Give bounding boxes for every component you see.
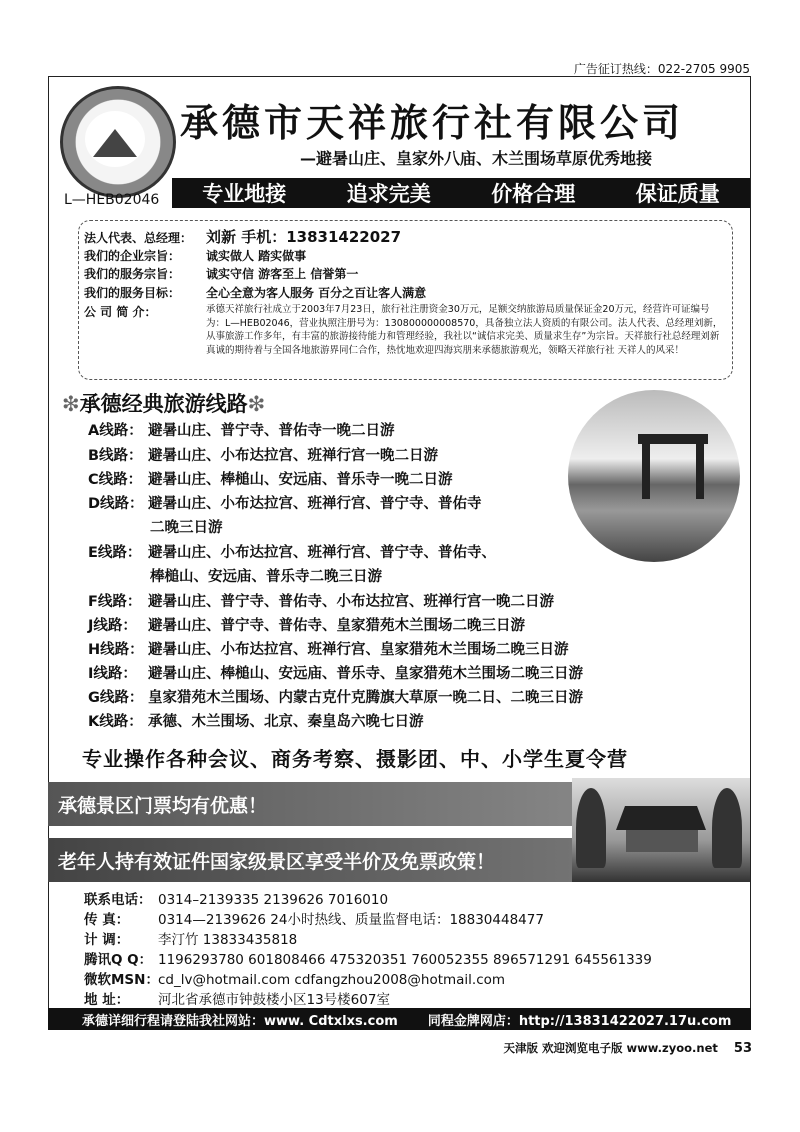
site-link[interactable]: www.zyoo.net (626, 1041, 718, 1055)
route-line: J线路： 避暑山庄、普宁寺、普佑寺、皇家猎苑木兰围场二晚三日游 (88, 618, 525, 634)
pavilion-photo (572, 778, 750, 882)
slogan-1: 专业地接 (202, 182, 287, 206)
info-row: 我们的服务目标： 全心全意为客人服务 百分之百让客人满意 (84, 286, 427, 300)
contact-row: 微软MSN：cd_lv@hotmail.com cdfangzhou2008@hotmail.com (84, 972, 506, 988)
company-name: 承德市天祥旅行社有限公司 (180, 100, 685, 145)
contact-row: 地 址： 河北省承德市钟鼓楼小区13号楼607室 (84, 992, 390, 1008)
route-line: K线路： 承德、木兰围场、北京、秦皇岛六晚七日游 (88, 714, 424, 730)
contact-row: 腾讯Q Q： 1196293780 601808466 475320351 760052355 896571291 645561339 (84, 952, 652, 968)
company-intro: 承德天祥旅行社成立于2003年7月23日，旅行社注册资金30万元，足额交纳旅游局质量保证金20万元，经营许可证编号为：L—HEB02046，营业执照注册号为：130800000008570，具备独立法人资质的有限公司。法人代表、总经理刘新，从事旅游工作多年，有丰富的旅游接待能力和管理经验，我社以“诚信求完美、质量求生存”为宗旨。天祥旅行社总经理刘新真诚的期待着与全国各地旅游界同仁合作，热忱地欢迎四海宾朋来承德旅游观光，领略天祥旅行社 天祥人的风采！ (206, 304, 723, 356)
license-number: L—HEB02046 (64, 192, 160, 208)
travel-agency-logo-icon (60, 86, 176, 198)
rep-contact: 刘新 手机：13831422027 (206, 228, 402, 246)
edition-label: 天津版 (503, 1041, 538, 1055)
website-link[interactable]: 承德详细行程请登陆我社网站：www. Cdtxlxs.com (82, 1013, 398, 1029)
page-number: 53 (733, 1041, 752, 1056)
contact-row: 传 真： 0314—2139626 24小时热线、质量监督电话：18830448477 (84, 912, 544, 928)
route-line: D线路： 避暑山庄、小布达拉宫、班禅行宫、普宁寺、普佑寺 (88, 496, 482, 512)
services-banner: 专业操作各种会议、商务考察、摄影团、中、小学生夏令营 (82, 747, 628, 771)
page-footer (504, 1040, 753, 1056)
footer-bar (48, 1008, 751, 1030)
flower-icon: ❇ (62, 392, 80, 416)
route-line: I线路： 避暑山庄、棒槌山、安远庙、普乐寺、皇家猎苑木兰围场二晚三日游 (88, 666, 583, 682)
senior-policy-band: 老年人持有效证件国家级景区享受半价及免票政策！ (48, 838, 618, 882)
contact-row: 联系电话： 0314–2139335 2139626 7016010 (84, 892, 389, 908)
route-line: A线路： 避暑山庄、普宁寺、普佑寺一晚二日游 (88, 423, 395, 439)
welcome-label: 欢迎浏览电子版 (542, 1041, 623, 1055)
flower-icon: ❇ (247, 392, 266, 416)
company-tagline: —避暑山庄、皇家外八庙、木兰围场草原优秀地接 (300, 149, 653, 168)
contact-row: 计 调： 李汀竹 13833435818 (84, 932, 298, 948)
shop-link[interactable]: 同程金牌网店：http://13831422027.17u.com (427, 1013, 732, 1029)
route-line: H线路： 避暑山庄、小布达拉宫、班禅行宫、皇家猎苑木兰围场二晚三日游 (88, 642, 569, 658)
route-line: E线路： 避暑山庄、小布达拉宫、班禅行宫、普宁寺、普佑寺、 (88, 545, 496, 561)
slogan-4: 保证质量 (635, 182, 720, 206)
slogan-2: 追求完美 (346, 182, 431, 206)
ad-hotline: 广告征订热线：022-2705 9905 (573, 62, 750, 76)
info-row: 我们的企业宗旨： 诚实做人 踏实做事 (84, 249, 307, 263)
routes-title: ❇承德经典旅游线路❇ (62, 392, 266, 416)
scenic-gate-photo (568, 390, 740, 562)
route-line: C线路： 避暑山庄、棒槌山、安远庙、普乐寺一晚二日游 (88, 472, 453, 488)
route-line-cont: 二晚三日游 (150, 520, 223, 536)
route-line: F线路： 避暑山庄、普宁寺、普佑寺、小布达拉宫、班禅行宫一晚二日游 (88, 594, 554, 610)
slogan-bar (172, 178, 750, 208)
info-rep-row: 法人代表、总经理： 刘新 手机：13831422027 (84, 228, 402, 246)
slogan-3: 价格合理 (491, 182, 576, 206)
route-line: G线路： 皇家猎苑木兰围场、内蒙古克什克腾旗大草原一晚二日、二晚三日游 (88, 690, 583, 706)
ticket-discount-band: 承德景区门票均有优惠！ (48, 782, 608, 826)
info-row: 我们的服务宗旨： 诚实守信 游客至上 信誉第一 (84, 267, 359, 281)
info-intro-label: 公 司 简 介： (84, 305, 157, 319)
route-line: B线路： 避暑山庄、小布达拉宫、班禅行宫一晚二日游 (88, 448, 438, 464)
route-line-cont: 棒槌山、安远庙、普乐寺二晚三日游 (150, 569, 382, 585)
